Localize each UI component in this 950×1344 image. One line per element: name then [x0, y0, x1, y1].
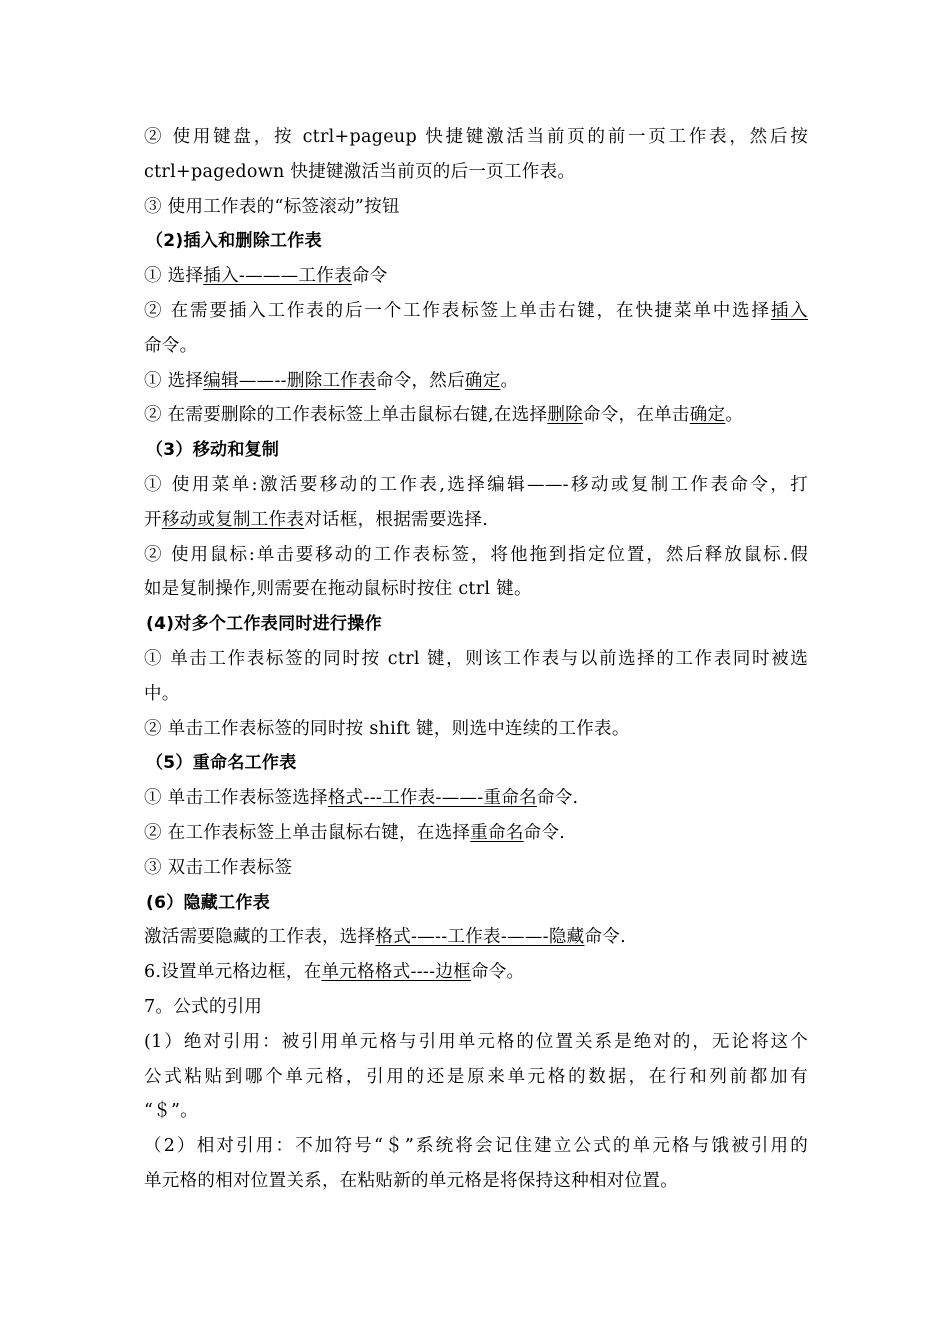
text-segment: 命令。 [144, 335, 198, 356]
text-segment: （3）移动和复制 [146, 440, 280, 461]
text-line [144, 364, 808, 399]
text-segment: ② 使用鼠标:单击要移动的工作表标签，将他拖到指定位置，然后释放鼠标.假 [144, 544, 808, 565]
text-line [144, 468, 808, 503]
text-segment: （2）相对引用：不加符号“＄”系统将会记住建立公式的单元格与饿被引用的 [144, 1136, 808, 1157]
text-line [144, 538, 808, 573]
text-segment: ① 选择 [144, 370, 204, 391]
section-heading [144, 886, 808, 921]
text-segment: 。 [500, 370, 519, 391]
text-segment: 。 [725, 405, 744, 426]
text-line [144, 642, 808, 677]
underlined-term: 编辑——--删除工作表 [203, 370, 376, 391]
text-line [144, 398, 808, 433]
text-line [144, 781, 808, 816]
section-heading [144, 433, 808, 468]
text-line [144, 120, 808, 155]
section-heading [144, 224, 808, 259]
text-line [144, 712, 808, 747]
text-segment: 命令. [584, 927, 626, 948]
text-line [144, 1060, 808, 1095]
text-line [144, 572, 808, 607]
text-segment: 命令. [523, 822, 566, 843]
text-segment: ① 选择 [144, 266, 204, 287]
text-segment: ② 使用键盘，按 ctrl+pageup 快捷键激活当前页的前一页工作表，然后按 [144, 127, 808, 147]
text-line [144, 851, 808, 886]
text-segment: 单元格的相对位置关系，在粘贴新的单元格是将保持这种相对位置。 [144, 1170, 678, 1191]
text-line [144, 329, 808, 364]
section-heading [144, 607, 808, 642]
underlined-term: 重命名 [470, 822, 524, 843]
text-line [144, 1164, 808, 1199]
text-segment: 激活需要隐藏的工作表，选择 [144, 927, 376, 948]
text-segment: ③ 使用工作表的“标签滚动”按钮 [144, 196, 400, 217]
text-segment: (1）绝对引用：被引用单元格与引用单元格的位置关系是绝对的，无论将这个 [144, 1031, 808, 1052]
section-heading [144, 746, 808, 781]
text-segment: 6.设置单元格边框，在 [144, 962, 322, 983]
text-line [144, 259, 808, 294]
text-line [144, 990, 808, 1025]
text-segment: ① 使用菜单:激活要移动的工作表,选择编辑——-移动或复制工作表命令，打 [144, 474, 808, 495]
text-segment: ① 单击工作表标签选择 [144, 788, 328, 809]
underlined-term: 移动或复制工作表 [161, 509, 305, 530]
text-segment: 开 [144, 509, 162, 530]
text-segment: ② 在需要插入工作表的后一个工作表标签上单击右键，在快捷菜单中选择 [144, 300, 771, 321]
underlined-term: 单元格格式----边框 [321, 962, 471, 983]
underlined-term: 格式-—--工作表-——-隐藏 [375, 927, 585, 948]
underlined-term: 删除 [547, 405, 583, 426]
text-segment: ② 在工作表标签上单击鼠标右键，在选择 [144, 822, 471, 843]
text-line [144, 1025, 808, 1060]
text-line [144, 1094, 808, 1129]
document-body [144, 120, 808, 1199]
text-segment: (4)对多个工作表同时进行操作 [146, 614, 382, 635]
text-line [144, 503, 808, 538]
text-line [144, 955, 808, 990]
text-segment: 7。公式的引用 [144, 996, 263, 1017]
text-segment: 命令。 [470, 962, 525, 983]
text-line [144, 1129, 808, 1164]
underlined-term: 插入-———工作表 [203, 266, 352, 287]
text-segment: 命令，然后 [375, 370, 465, 391]
text-segment: （2)插入和删除工作表 [146, 231, 322, 252]
text-line [144, 677, 808, 712]
underlined-term: 确定 [689, 405, 726, 426]
text-segment: （5）重命名工作表 [146, 753, 297, 774]
text-segment: 如是复制操作,则需要在拖动鼠标时按住 ctrl 键。 [144, 579, 532, 600]
text-segment: “＄”。 [144, 1101, 199, 1122]
text-segment: ② 单击工作表标签的同时按 shift 键，则选中连续的工作表。 [144, 718, 630, 739]
text-line [144, 155, 808, 190]
text-line [144, 920, 808, 955]
text-segment: 命令，在单击 [582, 405, 690, 426]
text-segment: 命令. [536, 788, 579, 809]
text-segment: ② 在需要删除的工作表标签上单击鼠标右键,在选择 [144, 405, 548, 426]
underlined-term: 确定 [464, 370, 501, 391]
text-segment: 命令 [351, 266, 388, 287]
text-segment: ③ 双击工作表标签 [144, 857, 293, 878]
underlined-term: 格式---工作表-——-重命名 [327, 788, 537, 809]
text-line [144, 816, 808, 851]
text-line [144, 190, 808, 225]
text-line [144, 294, 808, 329]
text-segment: ① 单击工作表标签的同时按 ctrl 键，则该工作表与以前选择的工作表同时被选 [144, 648, 808, 669]
underlined-term: 插入 [770, 300, 808, 321]
text-segment: (6）隐藏工作表 [146, 892, 270, 913]
text-segment: 公式粘贴到哪个单元格，引用的还是原来单元格的数据，在行和列前都加有 [144, 1066, 808, 1087]
text-segment: 对话框，根据需要选择. [304, 509, 489, 530]
text-segment: ctrl+pagedown 快捷键激活当前页的后一页工作表。 [144, 161, 576, 182]
text-segment: 中。 [144, 683, 180, 704]
